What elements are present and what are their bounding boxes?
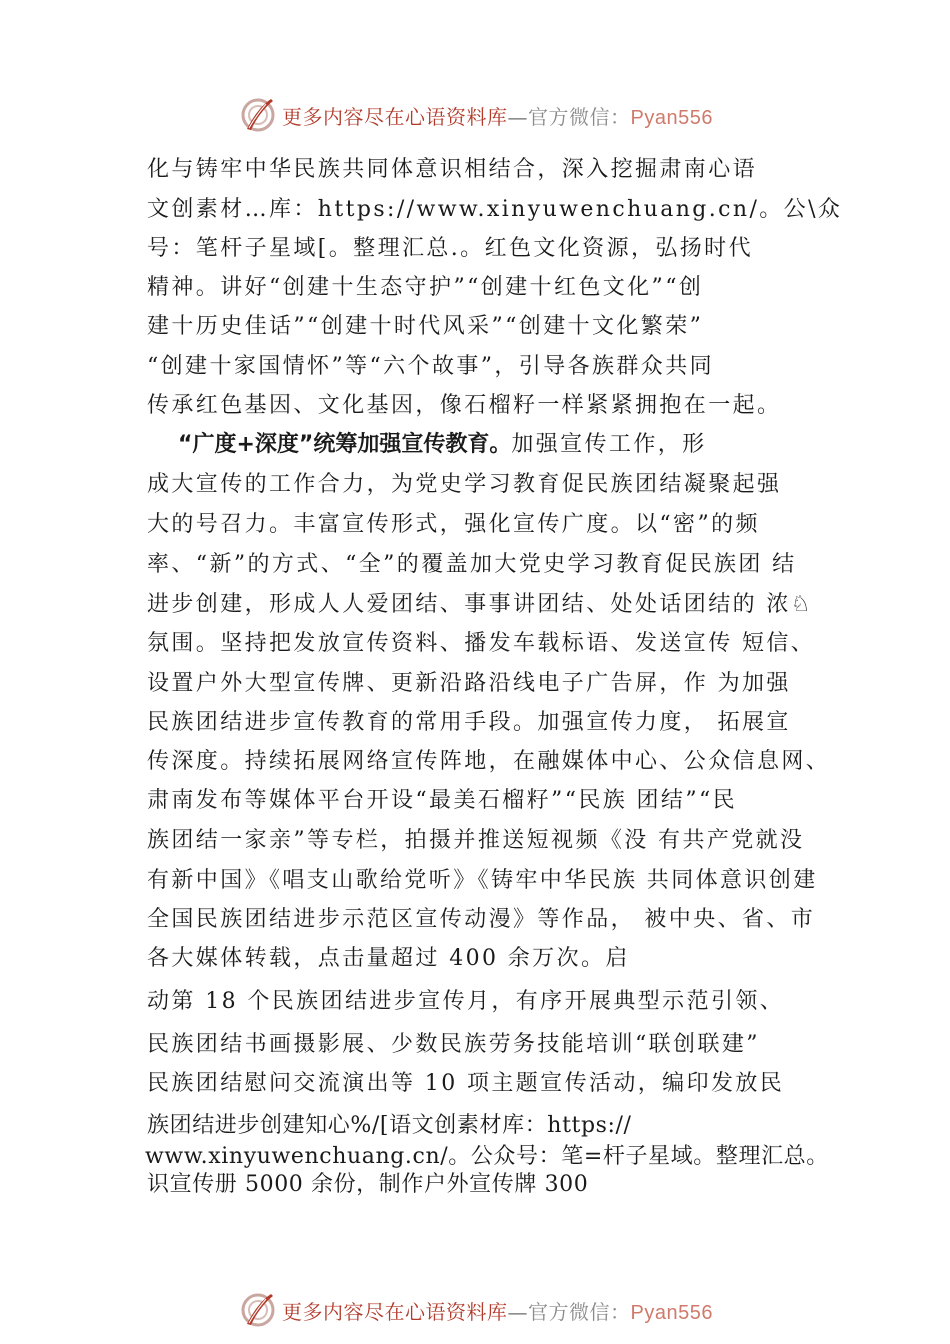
text-line: 精神。讲好“创建十生态守护”“创建十红色文化”“创 (147, 275, 704, 300)
quill-logo-icon (238, 1290, 278, 1330)
text-line: 民族团结慰问交流演出等 10 项主题宣传活动，编印发放民 (147, 1071, 785, 1096)
text-line: 各大媒体转载，点击量超过 400 余万次。启 (147, 946, 630, 971)
text-line: 动第 18 个民族团结进步宣传月，有序开展典型示范引领、 (147, 989, 785, 1014)
text-line: 全国民族团结进步示范区宣传动漫》等作品， 被中央、省、市 (147, 907, 816, 932)
banner-wechat-id: Pyan556 (630, 106, 713, 129)
text-line: 民族团结书画摄影展、少数民族劳务技能培训“联创联建” (147, 1032, 760, 1057)
text-line: 族团结一家亲”等专栏，拍摄并推送短视频《没 有共产党就没 (147, 828, 805, 853)
text-line: 建十历史佳话”“创建十时代风采”“创建十文化繁荣” (147, 314, 704, 339)
banner-title: 更多内容尽在心语资料库 (282, 1299, 508, 1324)
paragraph-heading: “广度+深度”统筹加强宣传教育。 (178, 432, 512, 457)
text-line: 化与铸牢中华民族共同体意识相结合，深入挖掘肃南心语 (147, 157, 758, 182)
text-line: 族团结进步创建知心%/[语文创素材库：https:// (147, 1113, 632, 1138)
text-line: 率、“新”的方式、“全”的覆盖加大党史学习教育促民族团 结 (147, 552, 797, 577)
text-line: 成大宣传的工作合力，为党史学习教育促民族团结凝聚起强 (147, 472, 782, 497)
text-line-heading (178, 430, 707, 460)
text-line: 有新中国》《唱支山歌给党听》《铸牢中华民族 共同体意识创建 (147, 868, 818, 893)
text-line: 肃南发布等媒体平台开设“最美石榴籽”“民族 团结”“民 (147, 788, 738, 813)
text-line: 文创素材…库：https://www.xinyuwenchuang.cn/。公\众 (147, 197, 843, 222)
text-line: 号：笔杆子星域[。整理汇总.。红色文化资源，弘扬时代 (147, 236, 753, 261)
paragraph-heading-rest: 加强宣传工作，形 (511, 432, 707, 457)
banner-dash: — (507, 104, 528, 129)
quill-logo-icon (238, 95, 278, 135)
text-line: 设置户外大型宣传牌、更新沿路沿线电子广告屏，作 为加强 (147, 671, 791, 696)
banner-dash: — (507, 1299, 528, 1324)
text-line: 传承红色基因、文化基因，像石榴籽一样紧紧拥抱在一起。 (147, 393, 782, 418)
text-line: “创建十家国情怀”等“六个故事”，引导各族群众共同 (147, 354, 714, 379)
banner-title: 更多内容尽在心语资料库 (282, 104, 508, 129)
text-line: 进步创建，形成人人爱团结、事事讲团结、处处话团结的 浓♘ (147, 592, 813, 617)
text-line: 大的号召力。丰富宣传形式，强化宣传广度。以“密”的频 (147, 512, 760, 537)
text-line: 传深度。持续拓展网络宣传阵地，在融媒体中心、公众信息网、 (147, 749, 831, 774)
banner-wechat-label: 官方微信： (528, 1299, 631, 1324)
banner-wechat-id: Pyan556 (630, 1301, 713, 1324)
text-line: 民族团结进步宣传教育的常用手段。加强宣传力度， 拓展宣 (147, 710, 791, 735)
watermark-banner-top (238, 95, 738, 135)
text-line: 氛围。坚持把发放宣传资料、播发车载标语、发送宣传 短信、 (147, 631, 816, 656)
banner-wechat-label: 官方微信： (528, 104, 631, 129)
text-line: www.xinyuwenchuang.cn/。公众号：笔=杆子星域。整理汇总。 (145, 1144, 829, 1169)
text-line: 识宣传册 5000 余份，制作户外宣传牌 300 (147, 1172, 589, 1197)
watermark-banner-bottom (238, 1290, 738, 1330)
